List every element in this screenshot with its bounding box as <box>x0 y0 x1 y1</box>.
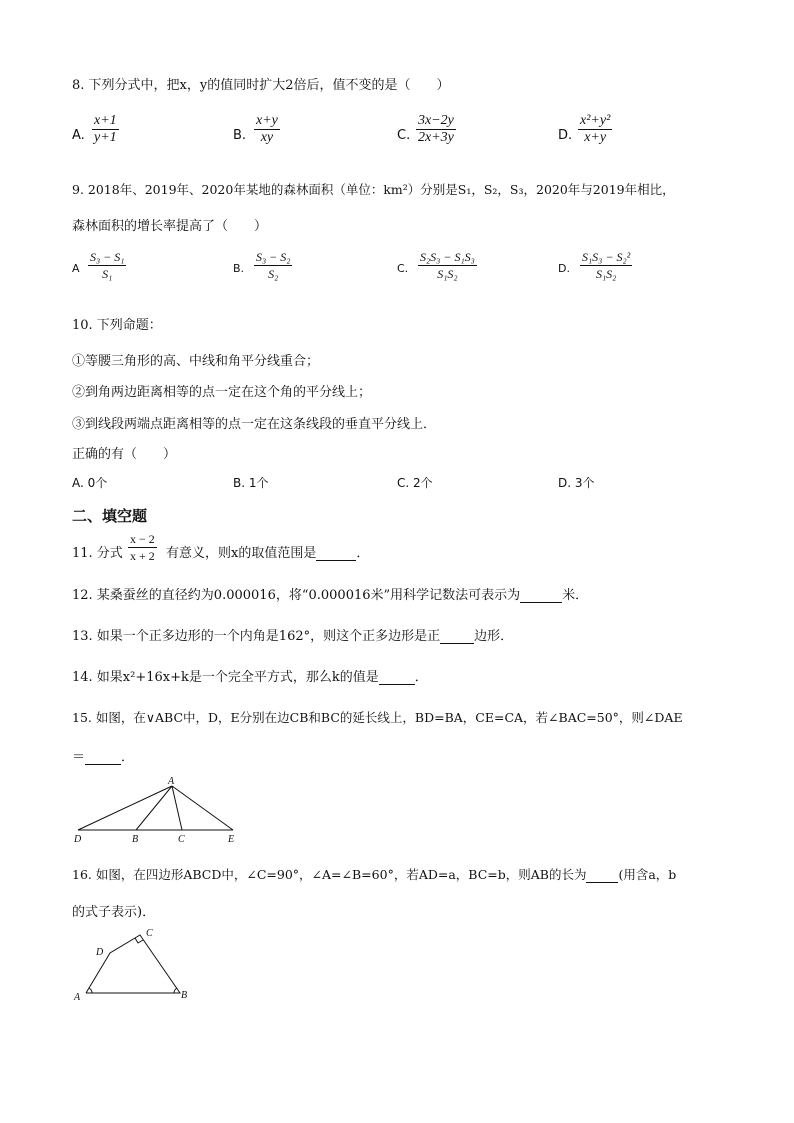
q10-option-a: A. 0个 <box>72 476 108 490</box>
q16-quadrilateral-figure <box>68 924 198 1006</box>
q16-line1-text: 16. 如图，在四边形ABCD中，∠C=90°，∠A=∠B=60°，若AD=a，BC=b，则AB的长为 <box>72 867 587 882</box>
section-title-fill-blank: 二、填空题 <box>72 507 148 525</box>
q11-suffix: 有意义，则x的取值范围是 <box>166 546 317 561</box>
q10-option-c: C. 2个 <box>397 476 433 490</box>
q9-option-c-num: S₂S₃ − S₁S₃ <box>420 250 475 264</box>
q16-line2: 的式子表示)． <box>72 905 156 920</box>
q14-text: 14. 如果x²+16x+k是一个完全平方式，那么k的值是 <box>72 670 379 685</box>
q15-line2-prefix: ＝ <box>72 750 86 765</box>
q13-text: 13. 如果一个正多边形的一个内角是162°，则这个正多边形是正 <box>72 629 441 644</box>
q8-option-d-num: x²+y² <box>580 113 611 128</box>
q15-segment-ae <box>172 786 233 830</box>
q9-option-b-label: B. <box>233 262 245 275</box>
q9-option-d-fraction <box>580 249 632 282</box>
q15-label-d: D <box>74 834 82 845</box>
q9-stem-line2: 森林面积的增长率提高了（ ） <box>72 219 268 234</box>
q11-prefix: 11. 分式 <box>72 546 123 561</box>
q11-den: x + 2 <box>130 549 155 563</box>
q12-end: 米． <box>562 588 589 603</box>
q15-segment-ad <box>78 786 172 830</box>
q8-option-a-den: y+1 <box>94 130 117 145</box>
q9-option-b-den: S₂ <box>268 267 279 281</box>
q9-option-c-label: C. <box>397 262 409 275</box>
q15-line2 <box>72 746 134 765</box>
q10-item-3: ③到线段两端点距离相等的点一定在这条线段的垂直平分线上． <box>72 417 437 432</box>
q9-option-c-den: S₁S₂ <box>437 267 458 281</box>
q8-option-c-label: C. <box>397 128 411 143</box>
q13-end: 边形． <box>474 629 514 644</box>
q8-option-c-fraction <box>416 113 456 146</box>
q15-line2-end: ． <box>121 750 135 765</box>
q15-line1: 15. 如图，在∨ABC中，D，E分别在边CB和BC的延长线上，BD=BA，CE=CA，若∠BAC=50°，则∠DAE <box>72 710 683 725</box>
q9-option-b-num: S₃ − S₂ <box>256 250 291 264</box>
q12-answer-blank[interactable] <box>520 588 562 603</box>
q13-line <box>72 625 513 644</box>
q10-stem: 10. 下列命题： <box>72 318 162 333</box>
q8-option-d-fraction <box>578 113 612 146</box>
q15-label-b: B <box>132 834 139 845</box>
q11-end: ． <box>356 546 370 561</box>
q12-line <box>72 584 588 603</box>
q9-option-a-den: S₁ <box>102 267 113 281</box>
q9-option-c-fraction <box>418 249 477 282</box>
q15-label-a: A <box>168 776 175 787</box>
q15-label-e: E <box>228 834 235 845</box>
q15-segment-ab <box>136 786 172 830</box>
q11-fraction <box>128 531 157 564</box>
q16-label-c: C <box>146 928 153 939</box>
q16-angle-a-mark <box>89 988 92 993</box>
q15-label-c: C <box>178 834 185 845</box>
q10-item-1: ①等腰三角形的高、中线和角平分线重合； <box>72 354 320 369</box>
q16-quadrilateral-abcd <box>86 935 180 993</box>
q8-stem: 8. 下列分式中，把x，y的值同时扩大2倍后，值不变的是（ ） <box>72 78 450 93</box>
q10-option-b: B. 1个 <box>233 476 269 490</box>
q14-line <box>72 666 428 685</box>
q16-right-angle-c-mark <box>135 938 143 943</box>
q10-item-2: ②到角两边距离相等的点一定在这个角的平分线上； <box>72 385 372 400</box>
q11-num: x − 2 <box>130 532 155 546</box>
q16-label-a: A <box>74 992 81 1003</box>
q14-answer-blank[interactable] <box>379 670 415 685</box>
q9-option-a-fraction <box>88 249 126 282</box>
q9-option-a-label: A <box>72 262 80 275</box>
q15-answer-blank[interactable] <box>85 750 121 765</box>
q8-option-a-label: A. <box>72 128 85 143</box>
q9-option-b-fraction <box>254 249 292 282</box>
q14-end: ． <box>414 670 428 685</box>
q8-option-a-num: x+1 <box>94 113 117 128</box>
q8-option-c-den: 2x+3y <box>418 130 454 145</box>
q16-line1-end: (用含a，b <box>618 867 677 882</box>
q16-angle-b-mark <box>174 988 177 993</box>
q9-option-a-num: S₃ − S₁ <box>90 250 125 264</box>
q11-answer-blank[interactable] <box>316 546 356 561</box>
q9-option-d-label: D. <box>558 262 570 275</box>
q8-option-b-label: B. <box>233 128 247 143</box>
q8-option-c-num: 3x−2y <box>418 113 454 128</box>
q8-option-b-den: xy <box>260 130 274 145</box>
q8-option-d-den: x+y <box>584 130 607 145</box>
q13-answer-blank[interactable] <box>440 629 474 644</box>
q16-answer-blank[interactable] <box>586 868 618 883</box>
q10-option-d: D. 3个 <box>558 476 595 490</box>
q16-label-b: B <box>181 990 188 1001</box>
q8-option-b-num: x+y <box>256 113 278 128</box>
q9-option-d-num: S₁S₃ − S₂² <box>582 250 631 264</box>
q16-label-d: D <box>96 947 104 958</box>
q9-stem-line1: 9. 2018年、2019年、2020年某地的森林面积（单位：km²）分别是S₁，S₂，S₃，2020年与2019年相比， <box>72 182 675 197</box>
q12-text: 12. 某桑蚕丝的直径约为0.000016，将“0.000016米”用科学记数法可表示为 <box>72 588 521 603</box>
q9-option-d-den: S₁S₂ <box>595 267 617 281</box>
q8-option-b-fraction <box>254 113 280 146</box>
q15-triangle-figure <box>70 772 245 848</box>
q11-suffix-line <box>166 542 369 561</box>
q8-option-a-fraction <box>92 113 119 146</box>
q16-line1 <box>72 865 676 883</box>
q10-ask: 正确的有（ ） <box>72 447 177 462</box>
q8-option-d-label: D. <box>558 128 573 143</box>
